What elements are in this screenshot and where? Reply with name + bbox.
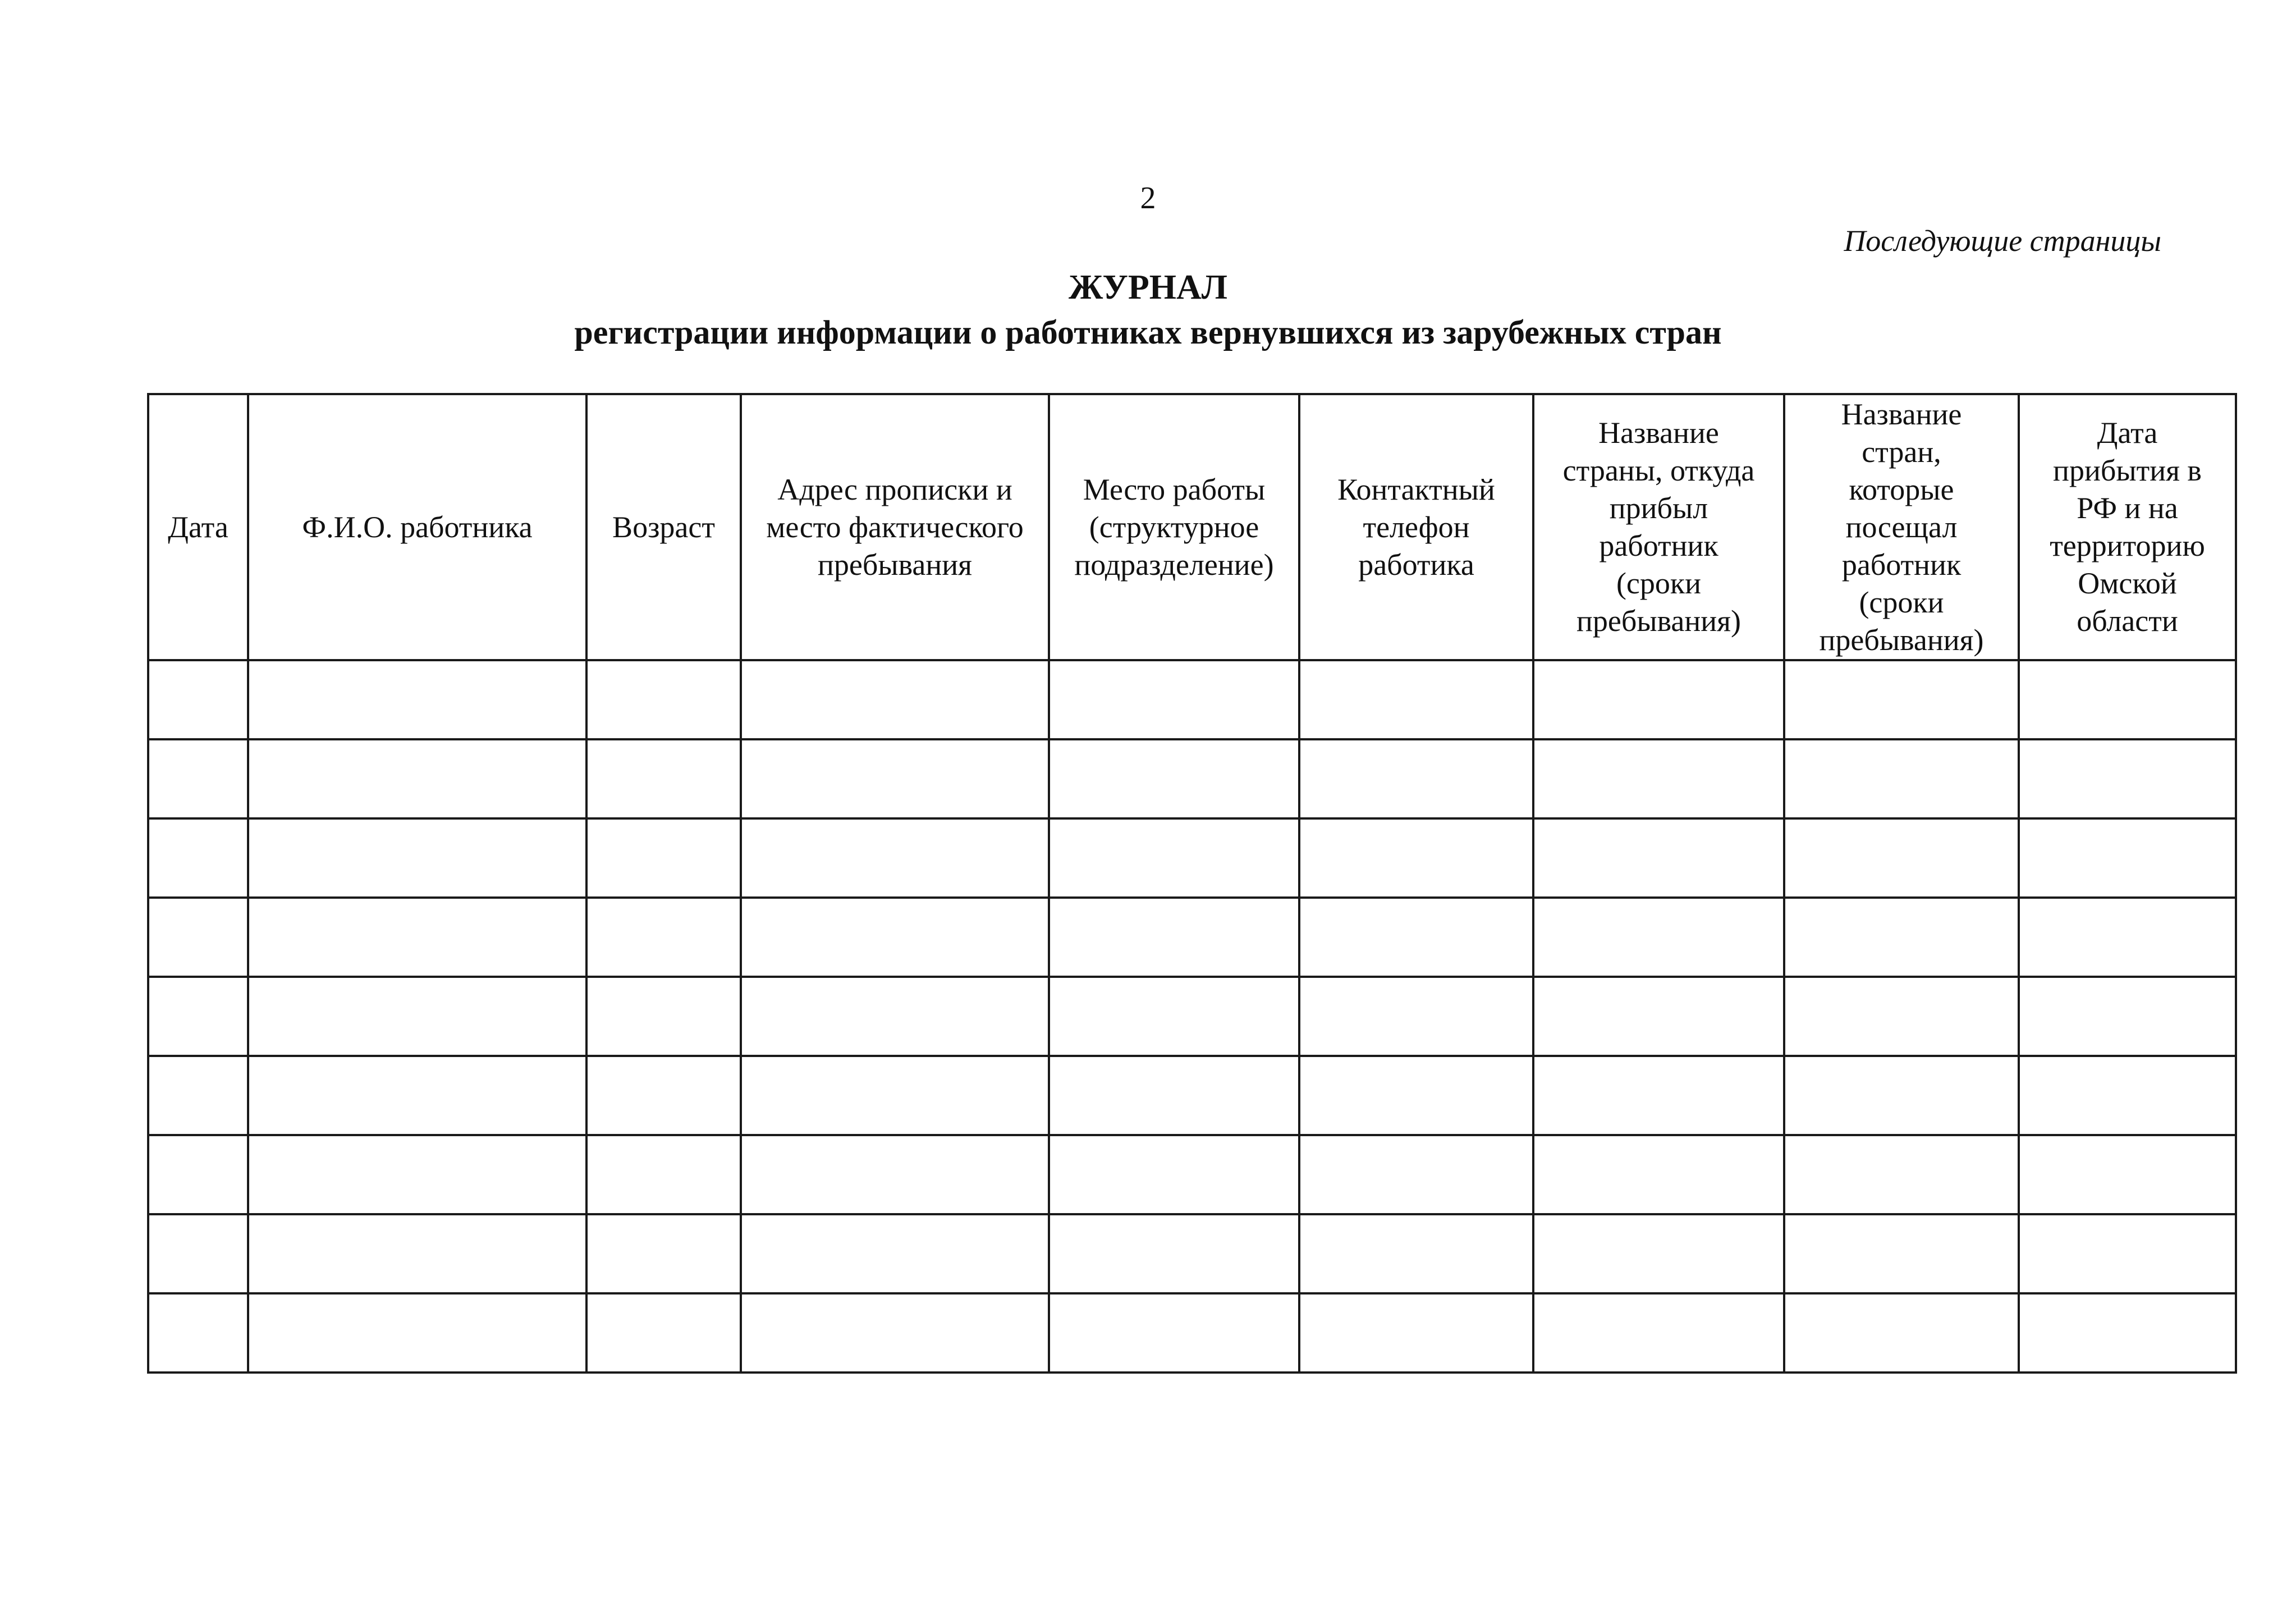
table-row [148, 898, 2236, 977]
table-cell[interactable] [2019, 660, 2236, 739]
table-cell[interactable] [148, 818, 248, 898]
table-cell[interactable] [741, 1056, 1049, 1135]
table-cell[interactable] [741, 818, 1049, 898]
table-cell[interactable] [586, 660, 741, 739]
column-header-full-name: Ф.И.О. работника [248, 394, 586, 660]
column-header-address: Адрес прописки и место фактического пребывания [741, 394, 1049, 660]
table-cell[interactable] [586, 1214, 741, 1293]
table-cell[interactable] [741, 1293, 1049, 1373]
table-row [148, 660, 2236, 739]
table-header-row [148, 394, 2236, 660]
table-cell[interactable] [148, 1056, 248, 1135]
table-cell[interactable] [148, 660, 248, 739]
table-cell[interactable] [1784, 977, 2019, 1056]
table-cell[interactable] [2019, 818, 2236, 898]
table-cell[interactable] [148, 1214, 248, 1293]
column-header-phone: Контактный телефон работика [1299, 394, 1533, 660]
table-cell[interactable] [248, 1135, 586, 1214]
table-cell[interactable] [2019, 898, 2236, 977]
table-cell[interactable] [1533, 1135, 1784, 1214]
table-cell[interactable] [1049, 1293, 1299, 1373]
column-header-arrival-date: Дата прибытия в РФ и на территорию Омской области [2019, 394, 2236, 660]
table-cell[interactable] [1299, 898, 1533, 977]
table-cell[interactable] [1533, 898, 1784, 977]
table-cell[interactable] [586, 977, 741, 1056]
table-cell[interactable] [248, 1214, 586, 1293]
table-cell[interactable] [2019, 739, 2236, 818]
table-cell[interactable] [248, 1056, 586, 1135]
page-note: Последующие страницы [1844, 224, 2161, 258]
table-cell[interactable] [1049, 818, 1299, 898]
table-cell[interactable] [741, 739, 1049, 818]
table-cell[interactable] [2019, 1293, 2236, 1373]
table-cell[interactable] [1299, 1135, 1533, 1214]
table-cell[interactable] [1784, 739, 2019, 818]
table-cell[interactable] [248, 739, 586, 818]
table-cell[interactable] [2019, 977, 2236, 1056]
table-cell[interactable] [2019, 1135, 2236, 1214]
table-cell[interactable] [1299, 818, 1533, 898]
table-row [148, 818, 2236, 898]
table-cell[interactable] [1784, 1293, 2019, 1373]
registration-table [147, 393, 2237, 1374]
table-cell[interactable] [1784, 898, 2019, 977]
table-cell[interactable] [1299, 1293, 1533, 1373]
table-cell[interactable] [1784, 660, 2019, 739]
table-cell[interactable] [741, 1214, 1049, 1293]
table-cell[interactable] [1533, 1056, 1784, 1135]
table-cell[interactable] [1784, 1056, 2019, 1135]
table-cell[interactable] [1299, 1214, 1533, 1293]
table-cell[interactable] [2019, 1214, 2236, 1293]
table-cell[interactable] [1784, 1135, 2019, 1214]
table-cell[interactable] [1299, 1056, 1533, 1135]
column-header-date: Дата [148, 394, 248, 660]
table-cell[interactable] [248, 898, 586, 977]
table-cell[interactable] [586, 1135, 741, 1214]
column-header-workplace: Место работы (структурное подразделение) [1049, 394, 1299, 660]
table-cell[interactable] [148, 898, 248, 977]
table-cell[interactable] [1533, 977, 1784, 1056]
table-cell[interactable] [586, 818, 741, 898]
table-body [148, 660, 2236, 1373]
table-cell[interactable] [248, 818, 586, 898]
table-cell[interactable] [1049, 1214, 1299, 1293]
column-header-arrival-country: Название страны, откуда прибыл работник (сроки пребывания) [1533, 394, 1784, 660]
table-cell[interactable] [1299, 977, 1533, 1056]
table-cell[interactable] [248, 977, 586, 1056]
table-cell[interactable] [741, 1135, 1049, 1214]
column-header-visited-countries: Название стран, которые посещал работник (сроки пребывания) [1784, 394, 2019, 660]
document-subtitle: регистрации информации о работниках вернувшихся из зарубежных стран [574, 314, 1722, 351]
table-cell[interactable] [1299, 660, 1533, 739]
table-row [148, 1214, 2236, 1293]
table-cell[interactable] [1784, 1214, 2019, 1293]
table-cell[interactable] [586, 1056, 741, 1135]
table-cell[interactable] [248, 660, 586, 739]
table-cell[interactable] [148, 1293, 248, 1373]
table-cell[interactable] [2019, 1056, 2236, 1135]
table-cell[interactable] [1533, 660, 1784, 739]
table-cell[interactable] [1299, 739, 1533, 818]
table-cell[interactable] [1533, 1214, 1784, 1293]
table-cell[interactable] [1533, 1293, 1784, 1373]
column-header-age: Возраст [586, 394, 741, 660]
table-cell[interactable] [741, 898, 1049, 977]
table-cell[interactable] [248, 1293, 586, 1373]
table-row [148, 977, 2236, 1056]
table-row [148, 1135, 2236, 1214]
table-cell[interactable] [1049, 660, 1299, 739]
table-cell[interactable] [1049, 1056, 1299, 1135]
table-cell[interactable] [1049, 898, 1299, 977]
page-number: 2 [1140, 181, 1156, 216]
table-row [148, 1056, 2236, 1135]
table-cell[interactable] [741, 977, 1049, 1056]
table-cell[interactable] [148, 739, 248, 818]
table-cell[interactable] [1533, 818, 1784, 898]
table-cell[interactable] [148, 977, 248, 1056]
table-row [148, 739, 2236, 818]
table-cell[interactable] [741, 660, 1049, 739]
table-cell[interactable] [1049, 977, 1299, 1056]
table-cell[interactable] [1049, 739, 1299, 818]
table-row [148, 1293, 2236, 1373]
table-cell[interactable] [1533, 739, 1784, 818]
table-cell[interactable] [586, 898, 741, 977]
table-cell[interactable] [1784, 818, 2019, 898]
table-cell[interactable] [586, 739, 741, 818]
table-cell[interactable] [586, 1293, 741, 1373]
table-cell[interactable] [1049, 1135, 1299, 1214]
table-cell[interactable] [148, 1135, 248, 1214]
document-title: ЖУРНАЛ [1069, 268, 1227, 306]
